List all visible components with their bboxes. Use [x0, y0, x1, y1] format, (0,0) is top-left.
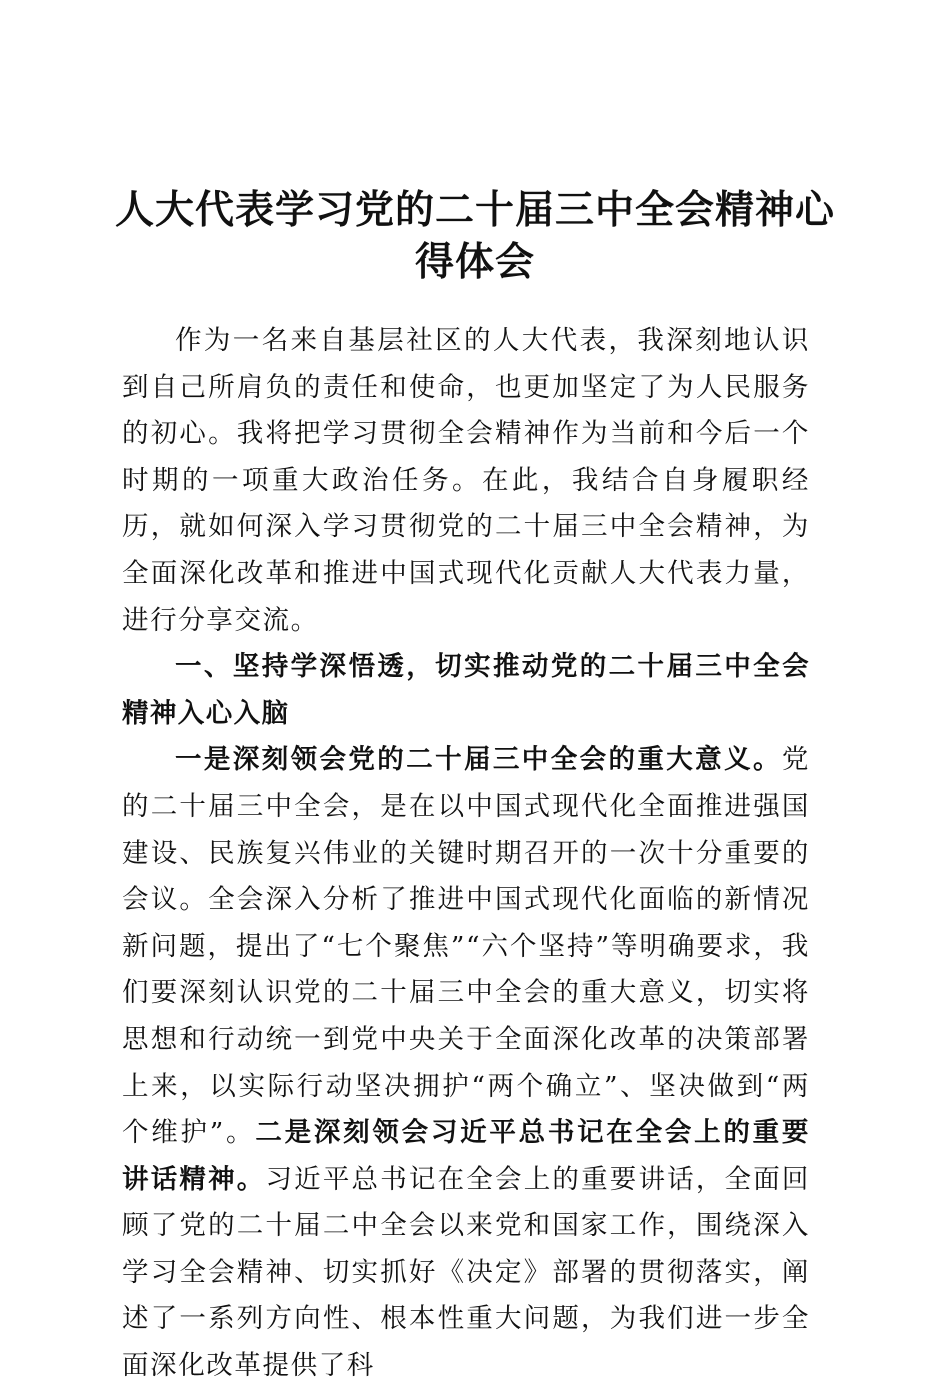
- paragraph-lead: 一是深刻领会党的二十届三中全会的重大意义。: [175, 744, 782, 776]
- section-heading: 一、坚持学深悟透，切实推动党的二十届三中全会精神入心入脑: [122, 651, 810, 729]
- document-body: [122, 318, 810, 1390]
- paragraph-text: 习近平总书记在全会上的重要讲话，全面回顾了党的二十届二中全会以来党和国家工作，围绕深入学习全会精神、切实抓好《决定》部署的贯彻落实，阐述了一系列方向性、根本性重大问题，为我们进一步全面深化改革提供了科: [122, 1163, 811, 1382]
- paragraph-text: 党的二十届三中全会，是在以中国式现代化全面推进强国建设、民族复兴伟业的关键时期召开的一次十分重要的会议。全会深入分析了推进中国式现代化面临的新情况新问题，提出了“七个聚焦”“六个坚持”等明确要求，我们要深刻认识党的二十届三中全会的重大意义，切实将思想和行动统一到党中央关于全面深化改革的决策部署上来，以实际行动坚决拥护“两个确立”、坚决做到“两个维护”。: [122, 744, 810, 1149]
- paragraph-lead: 二是深刻领会习近平总书记在全会上的重要讲话精神。: [122, 1117, 810, 1195]
- document-title: 人大代表学习党的二十届三中全会精神心得体会: [114, 188, 835, 285]
- body-paragraph: [122, 737, 810, 1389]
- intro-paragraph: 作为一名来自基层社区的人大代表，我深刻地认识到自己所肩负的责任和使命，也更加坚定了为人民服务的初心。我将把学习贯彻全会精神作为当前和今后一个时期的一项重大政治任务。在此，我结合自身履职经历，就如何深入学习贯彻党的二十届三中全会精神，为全面深化改革和推进中国式现代化贡献人大代表力量，进行分享交流。: [122, 325, 810, 636]
